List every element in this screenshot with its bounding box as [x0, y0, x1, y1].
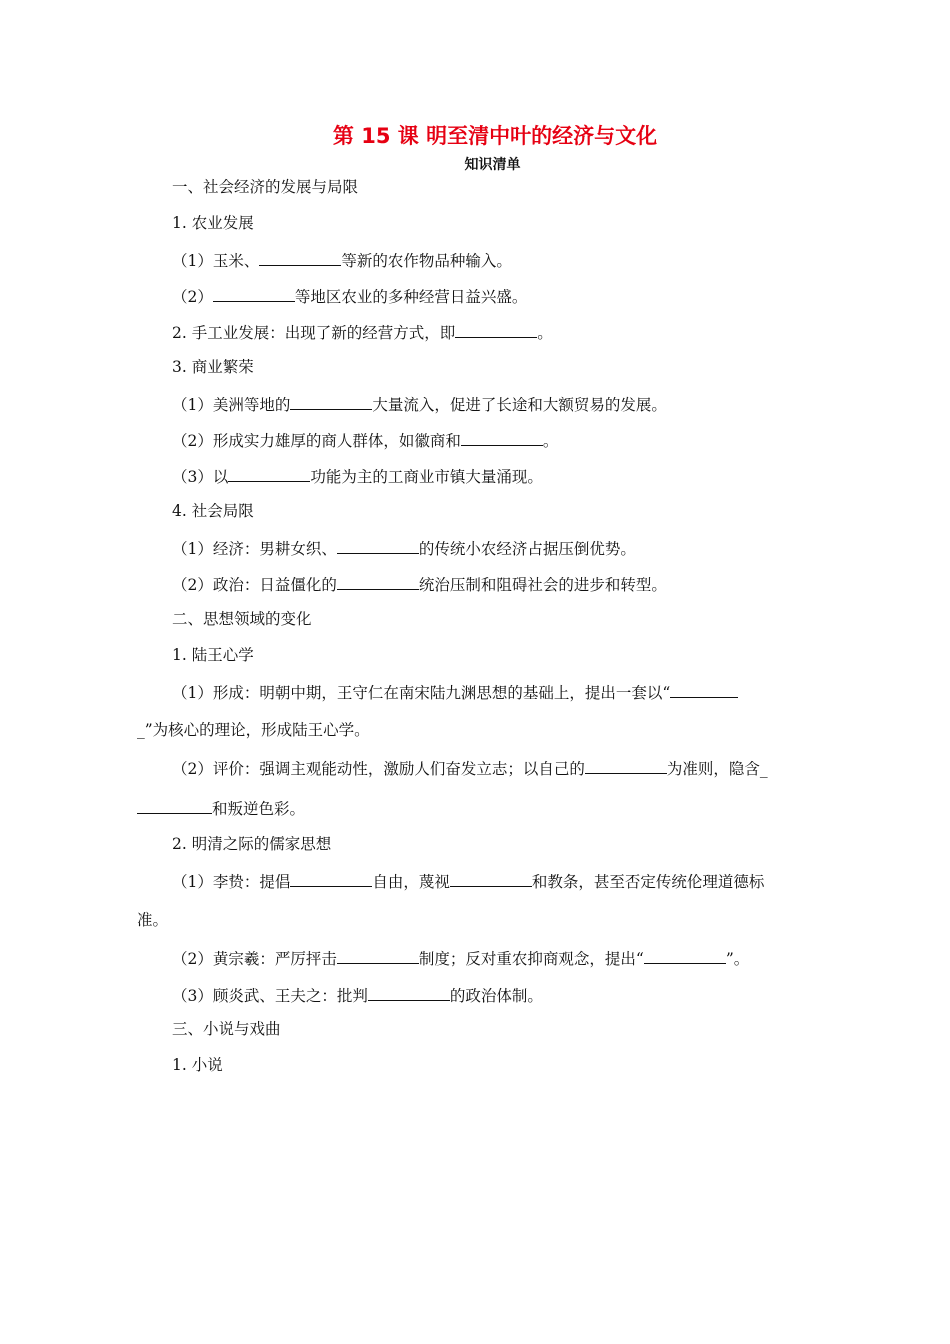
fill-in-item: （1）玉米、 等新的农作物品种输入。	[172, 249, 512, 271]
fill-in-item: （1）美洲等地的 大量流入，促进了长途和大额贸易的发展。	[172, 393, 667, 415]
answer-blank[interactable]	[337, 537, 419, 554]
answer-blank[interactable]	[450, 870, 532, 887]
subsection-heading: 3. 商业繁荣	[172, 358, 254, 376]
fill-in-item-continued: 准。	[137, 911, 169, 929]
answer-blank[interactable]	[461, 429, 543, 446]
fill-in-item: （2）形成实力雄厚的商人群体，如徽商和 。	[172, 429, 558, 451]
answer-blank[interactable]	[337, 573, 419, 590]
fill-in-item: （1）经济：男耕女织、 的传统小农经济占据压倒优势。	[172, 537, 636, 559]
answer-blank[interactable]	[644, 947, 726, 964]
section-heading: 三、小说与戏曲	[172, 1020, 281, 1038]
subsection-heading: 1. 农业发展	[172, 214, 254, 232]
fill-in-item-continued: _”为核心的理论，形成陆王心学。	[137, 721, 370, 739]
fill-in-item: （2）黄宗羲：严厉抨击 制度；反对重农抑商观念，提出“ ”。	[172, 947, 749, 969]
subsection-heading: 4. 社会局限	[172, 502, 254, 520]
answer-blank[interactable]	[213, 285, 295, 302]
section-heading: 一、社会经济的发展与局限	[172, 178, 359, 196]
answer-blank[interactable]	[455, 321, 537, 338]
answer-blank[interactable]	[137, 797, 212, 814]
answer-blank[interactable]	[670, 681, 738, 698]
answer-blank[interactable]	[290, 393, 372, 410]
subsection-heading: 1. 小说	[172, 1056, 223, 1074]
fill-in-item: （2） 等地区农业的多种经营日益兴盛。	[172, 285, 527, 307]
fill-in-item: （2）政治：日益僵化的 统治压制和阻碍社会的进步和转型。	[172, 573, 667, 595]
answer-blank[interactable]	[228, 465, 310, 482]
fill-in-item: （2）评价：强调主观能动性，激励人们奋发立志；以自己的 为准则，隐含_	[172, 757, 768, 779]
fill-in-item: 2. 手工业发展：出现了新的经营方式，即 。	[172, 321, 553, 343]
fill-in-item: （1）李贽：提倡 自由，蔑视 和教条，甚至否定传统伦理道德标	[172, 870, 764, 892]
fill-in-item-continued: 和叛逆色彩。	[137, 797, 305, 819]
subsection-heading: 2. 明清之际的儒家思想	[172, 835, 332, 853]
fill-in-item: （1）形成：明朝中期，王守仁在南宋陆九渊思想的基础上，提出一套以“	[172, 681, 738, 703]
fill-in-item: （3）以 功能为主的工商业市镇大量涌现。	[172, 465, 543, 487]
section-heading: 二、思想领域的变化	[172, 610, 312, 628]
subsection-heading: 1. 陆王心学	[172, 646, 254, 664]
answer-blank[interactable]	[585, 757, 667, 774]
fill-in-item: （3）顾炎武、王夫之：批判 的政治体制。	[172, 984, 543, 1006]
answer-blank[interactable]	[368, 984, 450, 1001]
answer-blank[interactable]	[290, 870, 372, 887]
page-subtitle: 知识清单	[464, 157, 521, 173]
page-title: 第 15 课 明至清中叶的经济与文化	[332, 124, 658, 148]
answer-blank[interactable]	[259, 249, 341, 266]
answer-blank[interactable]	[337, 947, 419, 964]
